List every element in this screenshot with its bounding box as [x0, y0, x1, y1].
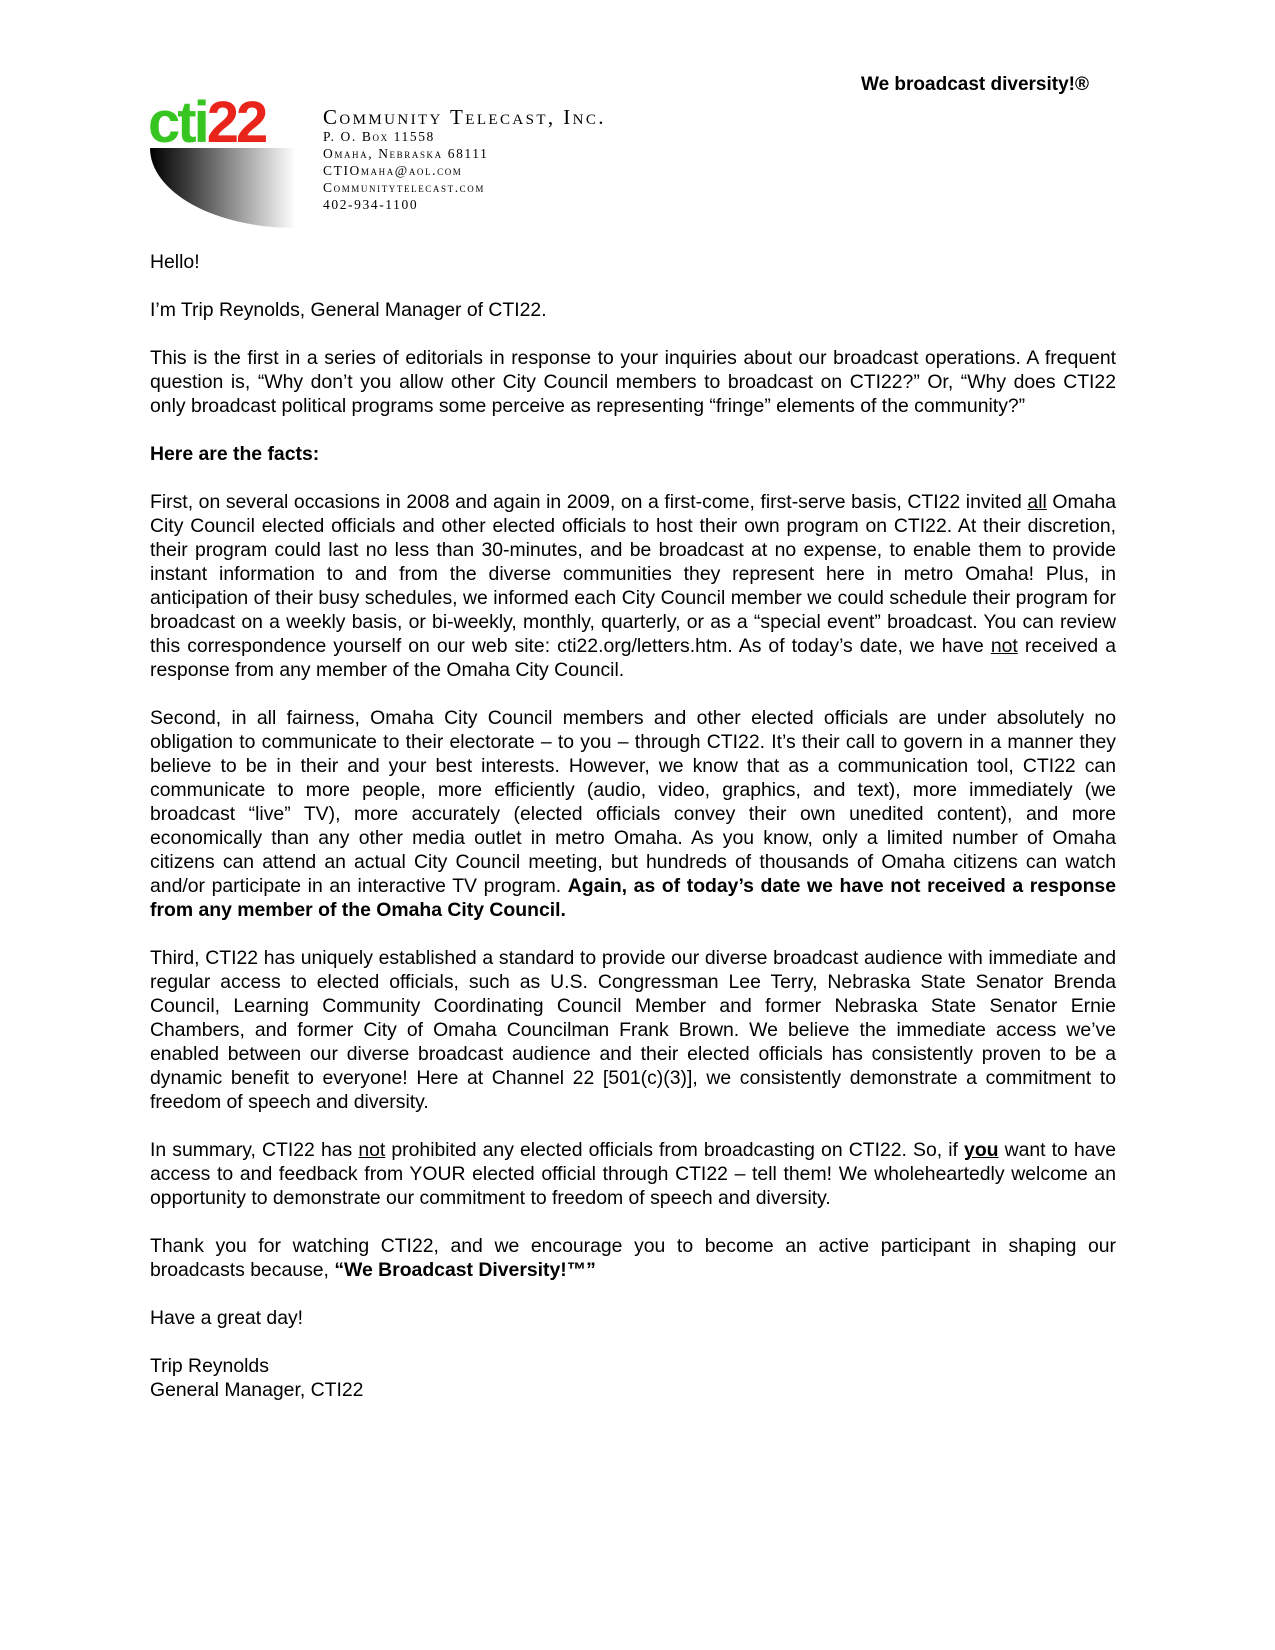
address-city: Omaha, Nebraska 68111	[323, 146, 489, 161]
bold-underlined-you: you	[964, 1139, 999, 1161]
text-run: In summary, CTI22 has	[150, 1139, 359, 1161]
letterhead	[323, 106, 606, 213]
greeting: Hello!	[150, 251, 200, 273]
paragraph-thanks	[150, 1234, 1116, 1282]
text-run: Second, in all fairness, Omaha City Council members and other elected officials are under absolutely no obligation to communicate to their electorate – to you – through CTI22. It’s their call to govern in a manner they believe to be in their and your best interests. However, we know that as a communication tool, CTI22 can communicate to more people, more efficiently (audio, video, graphics, and text), more immediately (we broadcast “live” TV), more accurately (elected officials convey their own unedited content), and more economically than any other media outlet in metro Omaha. As you know, only a limited number of Omaha citizens can attend an actual City Council meeting, but hundreds of thousands of Omaha citizens can watch and/or participate in an interactive TV program.	[150, 707, 1116, 897]
underlined-not: not	[358, 1139, 386, 1161]
tagline: We broadcast diversity!®	[861, 74, 1089, 95]
contact-email: CTIOmaha@aol.com	[323, 163, 463, 178]
underlined-not: not	[990, 635, 1018, 657]
logo-text-cti: cti	[148, 90, 207, 155]
closing: Have a great day!	[150, 1307, 304, 1329]
logo-text-22: 22	[206, 90, 266, 155]
address-po-box: P. O. Box 11558	[323, 129, 435, 144]
text-run: First, on several occasions in 2008 and again in 2009, on a first-come, first-serve basis, CTI22 invited	[150, 491, 1028, 513]
signature-name: Trip Reynolds	[150, 1355, 269, 1377]
text-run: received a response from any member of the Omaha City Council.	[150, 635, 1116, 681]
signature-title: General Manager, CTI22	[150, 1379, 364, 1401]
contact-website: Communitytelecast.com	[323, 180, 485, 195]
facts-heading: Here are the facts:	[150, 443, 320, 465]
cti22-logo	[148, 90, 298, 230]
paragraph-third: Third, CTI22 has uniquely established a standard to provide our diverse broadcast audience with immediate and regular access to elected officials, such as U.S. Congressman Lee Terry, Nebraska State Senator Brenda Council, Learning Community Coordinating Council Member and former Nebraska State Senator Ernie Chambers, and former City of Omaha Councilman Frank Brown. We believe the immediate access we’ve enabled between our diverse broadcast audience and their elected officials has consistently proven to be a dynamic benefit to everyone! Here at Channel 22 [501(c)(3)], we consistently demonstrate a commitment to freedom of speech and diversity.	[150, 947, 1116, 1113]
intro-paragraph: I’m Trip Reynolds, General Manager of CTI22.	[150, 299, 547, 321]
paragraph-summary	[150, 1138, 1116, 1210]
logo-text	[148, 90, 266, 155]
text-run: Omaha City Council elected officials and other elected officials to host their own program on CTI22. At their discretion, their program could last no less than 30-minutes, and be broadcast at no expense, to enable them to provide instant information to and from the diverse communities they represent here in metro Omaha! Plus, in anticipation of their busy schedules, we informed each City Council member we could schedule their program for broadcast on a weekly basis, or bi-weekly, monthly, quarterly, or as a “special event” broadcast. You can review this correspondence yourself on our web site: cti22.org/letters.htm. As of today’s date, we have	[150, 491, 1116, 657]
text-run: prohibited any elected officials from broadcasting on CTI22. So, if	[385, 1139, 965, 1161]
underlined-all: all	[1027, 491, 1047, 513]
logo-swoosh-graphic	[150, 148, 295, 228]
text-run: want to have access to and feedback from YOUR elected official through CTI22 – tell them! We wholeheartedly welcome an opportunity to demonstrate our commitment to freedom of speech and diversity.	[150, 1139, 1116, 1209]
letter-body	[150, 250, 1116, 1402]
contact-phone: 402-934-1100	[323, 197, 419, 212]
company-name: Community Telecast, Inc.	[323, 105, 606, 129]
bold-statement: Again, as of today’s date we have not received a response from any member of the Omaha City Council.	[150, 875, 1116, 921]
paragraph-first	[150, 490, 1116, 682]
bold-slogan: “We Broadcast Diversity!™”	[334, 1259, 596, 1281]
paragraph-inquiries: This is the first in a series of editorials in response to your inquiries about our broadcast operations. A frequent question is, “Why don’t you allow other City Council members to broadcast on CTI22?” Or, “Why does CTI22 only broadcast political programs some perceive as representing “fringe” elements of the community?”	[150, 347, 1116, 417]
text-run: Thank you for watching CTI22, and we encourage you to become an active participant in shaping our broadcasts because,	[150, 1235, 1116, 1281]
signature-block	[150, 1354, 1116, 1402]
paragraph-second	[150, 706, 1116, 922]
